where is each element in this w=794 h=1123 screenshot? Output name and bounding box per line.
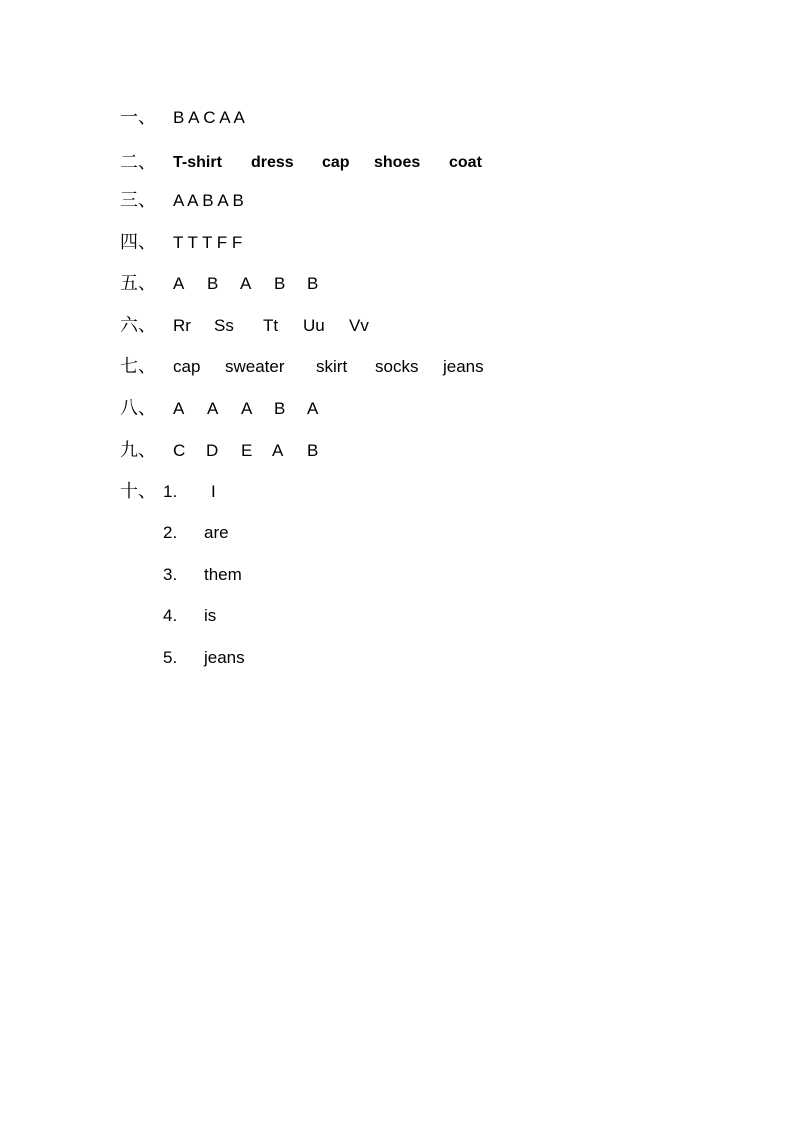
answer-word: skirt (316, 357, 348, 376)
answer-text: A A B A B (173, 191, 244, 210)
answer-word: dress (251, 154, 294, 171)
section-number: 十、 (120, 481, 156, 502)
answer-letter: E (241, 441, 253, 460)
section-number: 八、 (120, 398, 156, 419)
item-number: 4. (163, 606, 178, 625)
item-answer: I (211, 482, 216, 501)
answer-letter: A (240, 274, 252, 293)
answer-word: T-shirt (173, 154, 222, 171)
answer-letter: A (173, 399, 185, 418)
section-number: 七、 (120, 356, 156, 377)
item-answer: them (204, 565, 242, 584)
answer-letter: C (173, 441, 186, 460)
item-number: 5. (163, 648, 178, 667)
item-number: 3. (163, 565, 178, 584)
item-answer: is (204, 606, 217, 625)
answer-word: jeans (443, 357, 484, 376)
answer-word: socks (375, 357, 419, 376)
answer-letter-pair: Uu (303, 316, 325, 335)
item-number: 2. (163, 523, 178, 542)
answer-letter-pair: Rr (173, 316, 191, 335)
answer-letter-pair: Ss (214, 316, 234, 335)
answer-letter: A (272, 441, 284, 460)
answer-letter: A (173, 274, 185, 293)
answer-text: T T T F F (173, 233, 243, 252)
answer-word: cap (322, 154, 350, 171)
section-number: 三、 (120, 190, 156, 211)
answer-word: cap (173, 357, 201, 376)
section-number: 二、 (120, 152, 156, 173)
item-number: 1. (163, 482, 178, 501)
section-number: 四、 (120, 232, 156, 253)
section-number: 五、 (120, 273, 156, 294)
item-answer: jeans (204, 648, 245, 667)
answer-word: coat (449, 154, 482, 171)
item-answer: are (204, 523, 229, 542)
answer-letter-pair: Vv (349, 316, 369, 335)
section-number: 一、 (120, 107, 156, 128)
answer-letter: D (206, 441, 219, 460)
answer-letter: B (307, 441, 319, 460)
answer-text: B A C A A (173, 108, 245, 127)
answer-letter: A (307, 399, 319, 418)
answer-letter: A (241, 399, 253, 418)
answer-word: shoes (374, 154, 421, 171)
answer-word: sweater (225, 357, 285, 376)
answer-letter: B (274, 399, 286, 418)
answer-letter: B (207, 274, 219, 293)
answer-letter-pair: Tt (263, 316, 279, 335)
answer-letter: A (207, 399, 219, 418)
section-number: 九、 (120, 440, 156, 461)
answer-letter: B (307, 274, 319, 293)
answer-letter: B (274, 274, 286, 293)
section-number: 六、 (120, 315, 156, 336)
